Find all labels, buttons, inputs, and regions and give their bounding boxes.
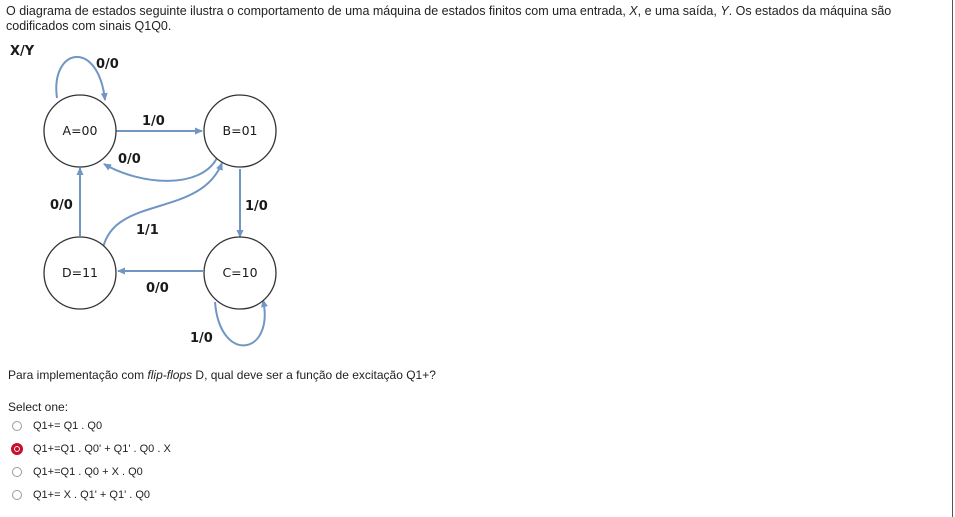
prompt-text-2: D, qual deve ser a função de excitação Q1+? [192, 368, 436, 382]
state-d-label: D=11 [61, 265, 99, 280]
state-c-label: C=10 [222, 265, 258, 280]
answer-option-1[interactable] [12, 418, 102, 434]
state-d [44, 237, 116, 309]
state-c [204, 237, 276, 309]
state-a [44, 95, 116, 167]
intro-text-1: O diagrama de estados seguinte ilustra o comportamento de uma máquina de estados finitos com uma entrada, [6, 4, 630, 18]
state-a-label: A=00 [62, 123, 98, 138]
intro-text-2: , e uma saída, [637, 4, 721, 18]
answer-option-4-text: Q1+= X . Q1' + Q1' . Q0 [33, 489, 151, 501]
label-a-self: 0/0 [96, 57, 119, 72]
label-b-to-c: 1/0 [245, 199, 268, 214]
state-diagram [0, 0, 320, 370]
output-variable: Y [720, 4, 729, 18]
radio-button-1[interactable] [12, 421, 22, 431]
radio-button-2[interactable] [11, 443, 23, 455]
answer-option-4[interactable] [12, 487, 150, 503]
state-b [204, 95, 276, 167]
state-b-label: B=01 [222, 123, 258, 138]
answer-option-2-text: Q1+=Q1 . Q0' + Q1' . Q0 . X [33, 443, 171, 455]
question-prompt [8, 368, 436, 382]
answer-option-2[interactable] [12, 441, 171, 457]
answer-option-3-text: Q1+=Q1 . Q0 + X . Q0 [33, 466, 143, 478]
label-d-to-a: 0/0 [50, 198, 73, 213]
label-d-to-b: 1/1 [136, 223, 159, 238]
label-a-to-b: 1/0 [142, 114, 165, 129]
content-right-border [952, 0, 953, 517]
answer-option-3[interactable] [12, 464, 143, 480]
prompt-text-1: Para implementação com [8, 368, 148, 382]
answer-option-1-text: Q1+= Q1 . Q0 [33, 420, 103, 432]
select-one-label: Select one: [8, 400, 69, 414]
intro-text-3: . Os estados da máquina são codificados com sinais Q1Q0. [6, 4, 892, 33]
prompt-emphasis: flip-flops [147, 368, 193, 382]
label-b-to-a: 0/0 [118, 152, 141, 167]
arrow-d-to-b [103, 163, 222, 248]
radio-button-3[interactable] [12, 467, 22, 477]
label-c-to-d: 0/0 [146, 281, 169, 296]
diagram-legend: X/Y [10, 44, 35, 59]
radio-button-4[interactable] [12, 490, 22, 500]
label-c-self: 1/0 [190, 331, 213, 346]
input-variable: X [629, 4, 638, 18]
